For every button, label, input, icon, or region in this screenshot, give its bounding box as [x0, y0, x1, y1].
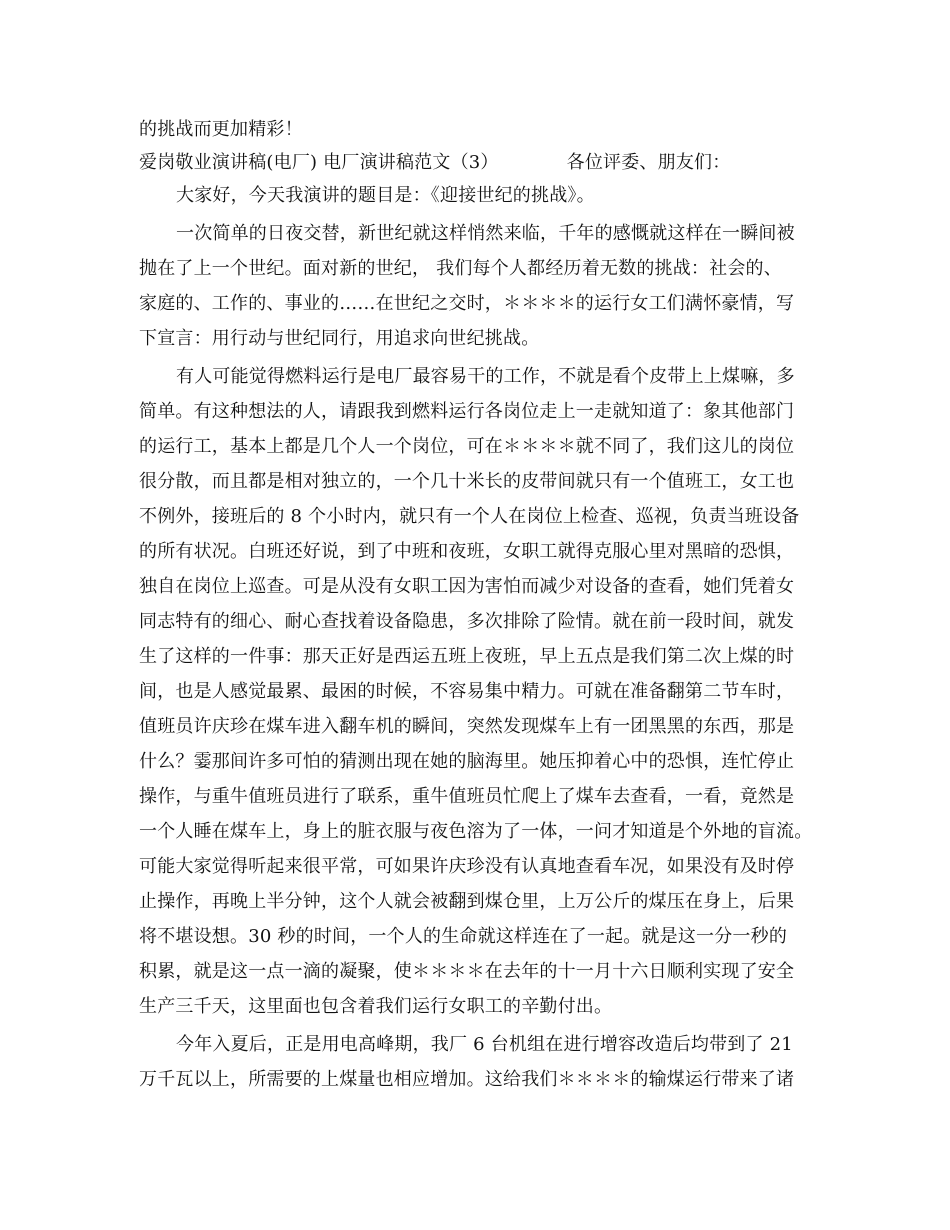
text-line: 生了这样的一件事：那天正好是西运五班上夜班，早上五点是我们第二次上煤的时 — [139, 646, 795, 667]
text-line: 止操作，再晚上半分钟，这个人就会被翻到煤仓里，上万公斤的煤压在身上，后果 — [139, 891, 795, 912]
text-line: 可能大家觉得听起来很平常，可如果许庆珍没有认真地查看车况，如果没有及时停 — [139, 856, 795, 877]
text-line: 有人可能觉得燃料运行是电厂最容易干的工作，不就是看个皮带上上煤嘛，多 — [176, 366, 795, 387]
text-line: 同志特有的细心、耐心查找着设备隐患，多次排除了险情。就在前一段时间，就发 — [139, 611, 795, 632]
text-line: 今年入夏后，正是用电高峰期，我厂 6 台机组在进行增容改造后均带到了 21 — [176, 1034, 793, 1055]
text-line: 什么？霎那间许多可怕的猜测出现在她的脑海里。她压抑着心中的恐惧，连忙停止 — [139, 751, 795, 772]
text-line: 操作，与重牛值班员进行了联系，重牛值班员忙爬上了煤车去查看，一看，竟然是 — [139, 786, 795, 807]
text-line: 一次简单的日夜交替，新世纪就这样悄然来临，千年的感慨就这样在一瞬间被 — [176, 223, 795, 244]
heading-line — [139, 150, 730, 176]
text-line: 家庭的、工作的、事业的……在世纪之交时，＊＊＊＊的运行女工们满怀豪情，写 — [139, 293, 795, 314]
text-line: 独自在岗位上巡查。可是从没有女职工因为害怕而减少对设备的查看，她们凭着女 — [139, 576, 795, 597]
text-line: 抛在了上一个世纪。面对新的世纪， 我们每个人都经历着无数的挑战：社会的、 — [139, 258, 782, 279]
text-line: 的运行工，基本上都是几个人一个岗位，可在＊＊＊＊就不同了，我们这儿的岗位 — [139, 436, 795, 457]
heading-title: 爱岗敬业演讲稿(电厂) 电厂演讲稿范文（3） — [139, 152, 499, 173]
text-line: 值班员许庆珍在煤车进入翻车机的瞬间，突然发现煤车上有一团黑黑的东西，那是 — [139, 716, 795, 737]
text-line: 一个人睡在煤车上，身上的脏衣服与夜色溶为了一体，一问才知道是个外地的盲流。 — [139, 821, 813, 842]
text-line: 将不堪设想。30 秒的时间，一个人的生命就这样连在了一起。就是这一分一秒的 — [139, 926, 788, 947]
text-line: 很分散，而且都是相对独立的，一个几十米长的皮带间就只有一个值班工，女工也 — [139, 471, 795, 492]
text-line: 下宣言：用行动与世纪同行，用追求向世纪挑战。 — [139, 328, 540, 349]
text-line: 万千瓦以上，所需要的上煤量也相应增加。这给我们＊＊＊＊的输煤运行带来了诸 — [139, 1069, 795, 1090]
text-line: 不例外，接班后的 8 个小时内，就只有一个人在岗位上检查、巡视，负责当班设备 — [139, 506, 800, 527]
text-line: 的挑战而更加精彩！ — [139, 119, 303, 140]
text-line: 大家好，今天我演讲的题目是：《迎接世纪的挑战》。 — [176, 185, 595, 206]
text-line: 的所有状况。白班还好说，到了中班和夜班，女职工就得克服心里对黑暗的恐惧， — [139, 541, 795, 562]
text-line: 积累，就是这一点一滴的凝聚，使＊＊＊＊在去年的十一月十六日顺利实现了安全 — [139, 961, 795, 982]
salutation: 各位评委、朋友们： — [566, 152, 731, 173]
text-line: 生产三千天，这里面也包含着我们运行女职工的辛勤付出。 — [139, 996, 613, 1017]
text-line: 间，也是人感觉最累、最困的时候，不容易集中精力。可就在准备翻第二节车时， — [139, 681, 795, 702]
text-line: 简单。有这种想法的人，请跟我到燃料运行各岗位走上一走就知道了：象其他部门 — [139, 401, 795, 422]
